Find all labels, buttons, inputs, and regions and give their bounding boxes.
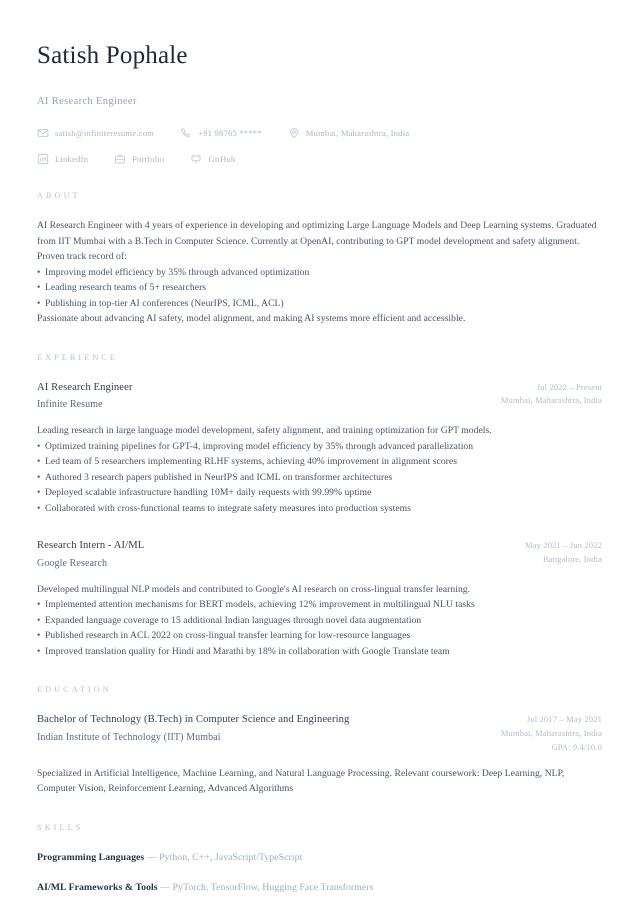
page-title: Satish Pophale <box>37 42 188 69</box>
github-icon <box>190 153 202 165</box>
experience-organization: Google Research <box>37 557 108 569</box>
briefcase-icon <box>114 153 126 165</box>
experience-job-title: AI Research Engineer <box>37 381 133 393</box>
experience-entry <box>37 380 602 517</box>
list-item: • Improving model efficiency by 35% through advanced optimization <box>37 265 602 281</box>
experience-entry-left <box>37 538 525 570</box>
experience-entry <box>37 538 602 659</box>
link-github-label: GitHub <box>208 154 236 164</box>
link-portfolio[interactable] <box>114 153 164 165</box>
experience-summary: Leading research in large language model development, safety alignment, and training optimization for GPT models. <box>37 425 492 437</box>
experience-job-title: Research Intern - AI/ML <box>37 540 145 552</box>
list-item: • Leading research teams of 5+ researchers <box>37 280 602 296</box>
experience-dates: Jul 2022 – Present <box>536 381 602 392</box>
link-portfolio-label: Portfolio <box>132 154 165 164</box>
education-entry-head <box>37 712 602 754</box>
about-bullets <box>37 265 602 312</box>
education-location: Mumbai, Maharashtra, India <box>500 728 602 739</box>
linkedin-icon <box>37 153 49 165</box>
section-skills <box>37 823 602 896</box>
experience-bullets <box>37 597 602 659</box>
experience-body <box>37 380 602 660</box>
phone-icon <box>180 127 192 139</box>
contact-links-row <box>37 153 602 165</box>
experience-bullets <box>37 439 602 517</box>
skill-category: AI/ML Frameworks & Tools <box>37 882 158 894</box>
skill-separator: — <box>146 851 157 863</box>
list-item: • Deployed scalable infrastructure handling 10M+ daily requests with 99.99% uptime <box>37 485 602 501</box>
skill-separator: — <box>160 882 171 894</box>
experience-entry-meta <box>501 380 602 409</box>
contact-phone-text: +91 98765 ***** <box>198 128 262 138</box>
mail-icon <box>37 127 49 139</box>
experience-dates: May 2021 – Jun 2022 <box>525 540 602 551</box>
contact-location <box>288 127 410 139</box>
skill-values: PyTorch, TensorFlow, Hugging Face Transformers <box>172 882 374 894</box>
contact-primary-row <box>37 127 602 139</box>
list-item: • Published research in ACL 2022 on cross-lingual transfer learning for low-resource languages <box>37 628 602 644</box>
section-experience <box>37 353 602 660</box>
experience-location: Mumbai, Maharashtra, India <box>500 395 602 406</box>
experience-summary: Developed multilingual NLP models and contributed to Google's AI research on cross-lingual transfer learning. <box>37 583 471 595</box>
education-gpa: GPA: 9.4/10.0 <box>551 741 602 752</box>
education-details: Specialized in Artificial Intelligence, Machine Learning, and Natural Language Processing. Relevant coursework: Deep Learning, NLP, Computer Vision, Reinforcement Learning, Advanced Algorithms <box>37 767 565 795</box>
education-entry-body <box>37 766 602 797</box>
list-item: • Implemented attention mechanisms for BERT models, achieving 12% improvement in multilingual NLU tasks <box>37 597 602 613</box>
contact-email-text: satish@infiniteresume.com <box>55 128 155 138</box>
experience-entry-body <box>37 423 602 516</box>
list-item: • Led team of 5 researchers implementing RLHF systems, achieving 40% improvement in alignment scores <box>37 454 602 470</box>
skill-category: Programming Languages <box>37 851 145 863</box>
section-title-experience: EXPERIENCE <box>37 352 119 362</box>
list-item: • Improved translation quality for Hindi and Marathi by 18% in collaboration with Google Translate team <box>37 644 602 660</box>
education-institution: Indian Institute of Technology (IIT) Mumbai <box>37 731 221 743</box>
education-body <box>37 712 602 796</box>
list-item: • Expanded language coverage to 15 additional Indian languages through novel data augmentation <box>37 613 602 629</box>
section-title-about: ABOUT <box>37 191 81 200</box>
experience-entry-meta <box>525 538 602 567</box>
list-item: • Collaborated with cross-functional teams to integrate safety measures into production systems <box>37 501 602 517</box>
skill-values: Python, C++, JavaScript/TypeScript <box>159 851 303 863</box>
about-paragraph: AI Research Engineer with 4 years of experience in developing and optimizing Large Language Models and Deep Learning systems. Graduated from IIT Mumbai with a B.Tech in Computer Science. Currently at OpenAI, contributing to GPT model development and safety alignment. Proven track record of: <box>37 220 597 263</box>
about-closing: Passionate about advancing AI safety, model alignment, and making AI systems more efficient and accessible. <box>37 313 466 325</box>
location-pin-icon <box>288 127 300 139</box>
education-entry-left <box>37 712 501 744</box>
education-dates: Jul 2017 – May 2021 <box>526 714 602 725</box>
link-linkedin[interactable] <box>37 153 88 165</box>
skills-body <box>37 850 602 896</box>
about-body <box>37 218 602 327</box>
education-entry-meta <box>501 712 602 754</box>
section-about <box>37 191 602 327</box>
experience-location: Bangalore, India <box>542 554 602 565</box>
link-linkedin-label: LinkedIn <box>55 154 89 164</box>
professional-role: AI Research Engineer <box>37 96 137 107</box>
contact-location-text: Mumbai, Maharashtra, India <box>305 128 410 138</box>
education-entry <box>37 712 602 796</box>
section-education <box>37 685 602 796</box>
experience-entry-body <box>37 582 602 660</box>
experience-entry-head <box>37 380 602 412</box>
experience-entry-left <box>37 380 501 412</box>
link-github[interactable] <box>190 153 235 165</box>
contact-phone[interactable] <box>180 127 262 139</box>
contact-email[interactable] <box>37 127 154 139</box>
experience-organization: Infinite Resume <box>37 399 103 411</box>
education-degree: Bachelor of Technology (B.Tech) in Computer Science and Engineering <box>37 714 350 726</box>
section-title-skills: SKILLS <box>37 822 84 832</box>
section-title-education: EDUCATION <box>37 685 112 695</box>
list-item: • Authored 3 research papers published in NeurIPS and ICML on transformer architectures <box>37 470 602 486</box>
list-item: • Publishing in top-tier AI conferences (NeurIPS, ICML, ACL) <box>37 296 602 312</box>
skill-row <box>37 850 602 866</box>
experience-entry-head <box>37 538 602 570</box>
skill-row <box>37 880 602 896</box>
list-item: • Optimized training pipelines for GPT-4, improving model efficiency by 35% through advanced parallelization <box>37 439 602 455</box>
